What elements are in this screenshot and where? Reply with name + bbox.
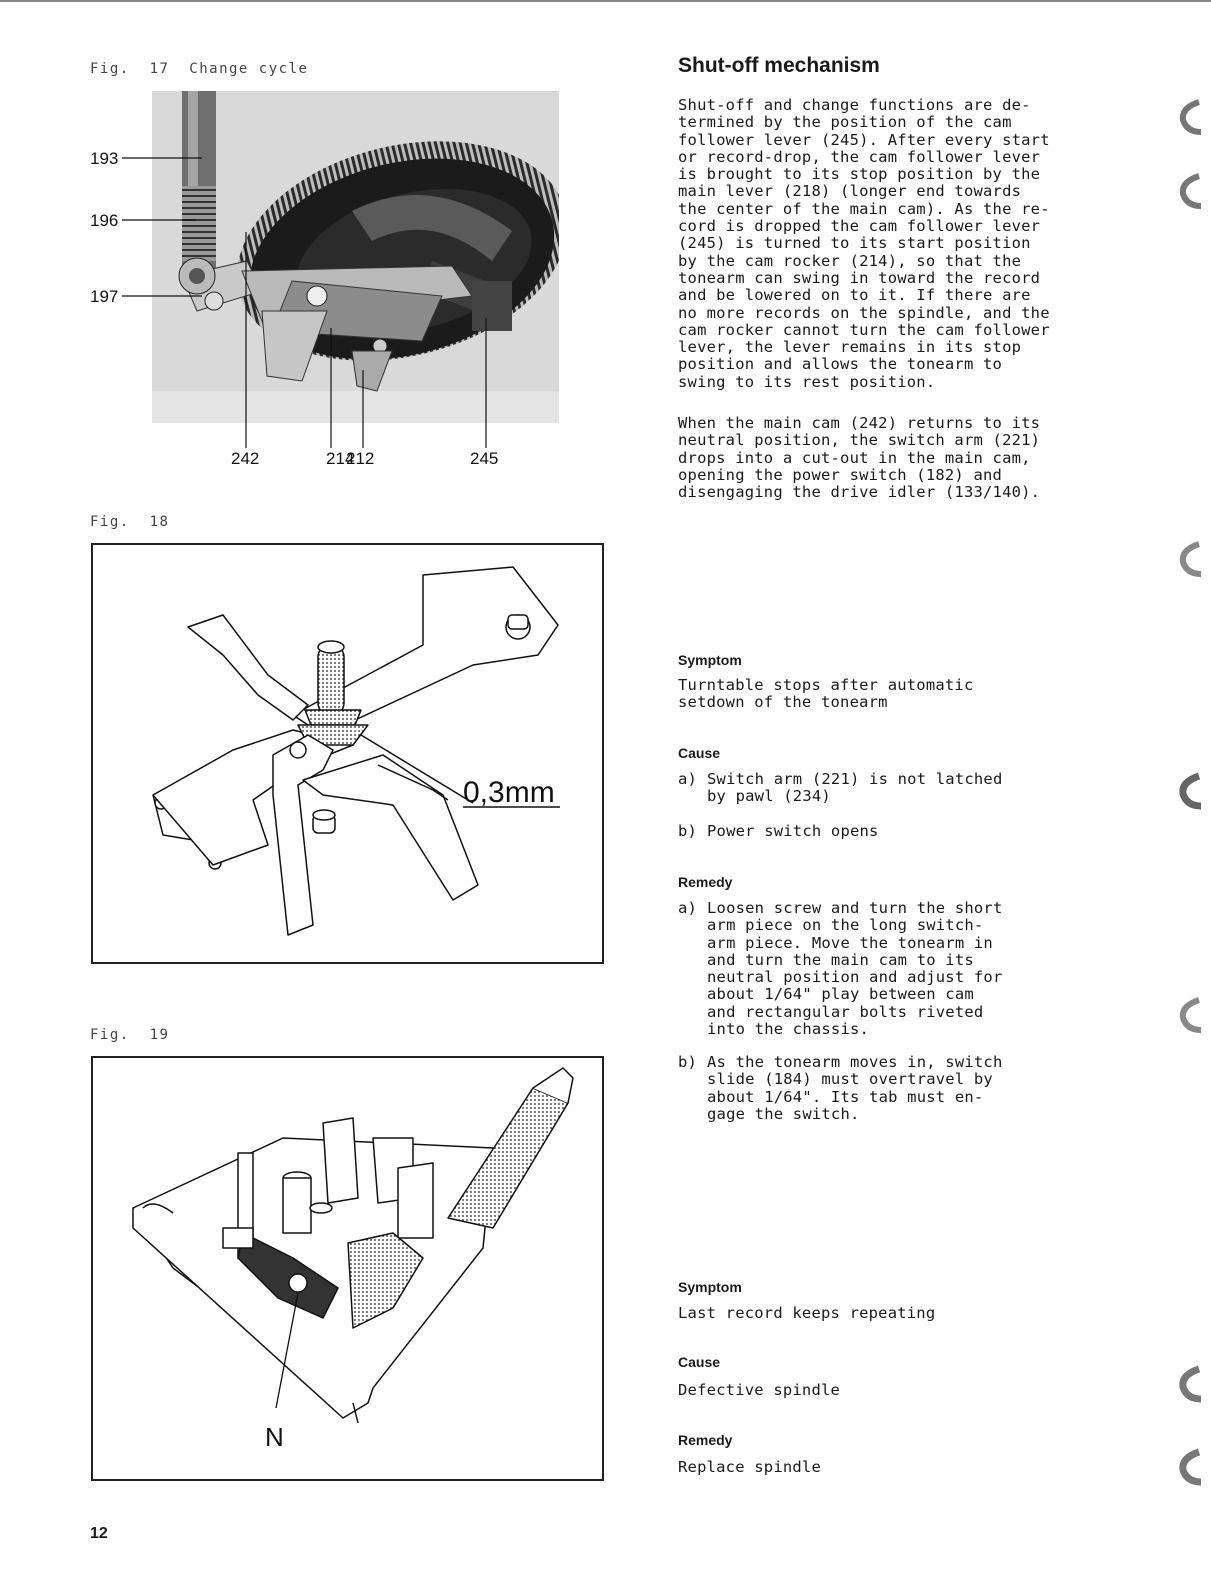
remedy-item-b-label: b) [678,1053,698,1071]
cause-item-b-text: Power switch opens [707,822,879,840]
fig17-caption: Fig. 17 Change cycle [90,61,309,77]
cause-item-b-label: b) [678,822,698,840]
fig19-point-label: N [265,1422,284,1452]
binder-hole-mark [1177,98,1203,136]
cause-heading-2: Cause [678,1354,721,1370]
callout-197: 197 [90,287,119,306]
remedy-heading-1: Remedy [678,874,733,890]
callout-196: 196 [90,211,119,230]
cause-heading-1: Cause [678,745,721,761]
fig18-illustration [93,545,602,962]
callout-212: 212 [346,449,375,468]
symptom-heading-2: Symptom [678,1279,742,1295]
shutoff-paragraph-2: When the main cam (242) returns to its neutral position, the switch arm (221) drops into a cut-out in the main cam, opening the power switch (182) and disengaging the drive idler (133/140). [678,414,1041,502]
cause-text-2: Defective spindle [678,1381,841,1399]
section-title: Shut-off mechanism [678,54,880,77]
cause-item-a-text: Switch arm (221) is not latched by pawl (234) [707,770,1003,806]
remedy-item-b-text: As the tonearm moves in, switch slide (184) must overtravel by about 1/64". Its tab must en- gage the switch. [707,1053,1003,1123]
callout-242: 242 [231,449,260,468]
binder-hole-mark [1177,172,1203,210]
symptom-text-1: Turntable stops after automatic setdown of the tonearm [678,676,974,712]
callout-245: 245 [470,449,499,468]
symptom-text-2: Last record keeps repeating [678,1304,936,1322]
fig19-illustration [93,1058,602,1479]
cause-item-a [678,770,1003,823]
shutoff-paragraph-1: Shut-off and change functions are de- termined by the position of the cam follower lever (245). After every start or record-drop, the cam follower lever is brought to its stop position by the main lever (218) (longer end towards the center of the main cam). As the re- cord is dropped the cam follower lever (245) is turned to its start position by the cam rocker (214), so that the tonearm can swing in toward the record and be lowered on to it. If there are no more records on the spindle, and the cam rocker cannot turn the cam follower lever, the lever remains in its stop position and allows the tonearm to swing to its rest position. [678,96,1050,391]
binder-hole-mark [1177,1365,1203,1403]
remedy-heading-2: Remedy [678,1432,733,1448]
fig18-caption: Fig. 18 [90,514,170,530]
cause-item-b [678,822,879,875]
symptom-heading-1: Symptom [678,652,742,668]
remedy-text-2: Replace spindle [678,1458,821,1476]
fig18-measure-label: 0,3mm [463,776,555,809]
fig19-box [91,1056,604,1481]
callout-193: 193 [90,149,119,168]
cause-item-a-label: a) [678,770,698,788]
binder-hole-mark [1177,772,1203,810]
fig19-caption: Fig. 19 [90,1027,170,1043]
page-number: 12 [90,1525,108,1542]
remedy-item-a [678,899,1003,1039]
remedy-item-a-label: a) [678,899,698,917]
binder-hole-mark [1177,996,1203,1034]
binder-hole-mark [1177,540,1203,578]
fig18-box [91,543,604,964]
fig17-callout-lines [0,0,600,470]
remedy-item-b [678,1053,1003,1123]
remedy-item-a-text: Loosen screw and turn the short arm piece on the long switch- arm piece. Move the tonearm in and turn the main cam to its neutral position and adjust for about 1/64" play between cam and rectangular bolts riveted into the chassis. [707,899,1003,1039]
binder-hole-mark [1177,1448,1203,1486]
callout-214: 214 [326,449,355,468]
